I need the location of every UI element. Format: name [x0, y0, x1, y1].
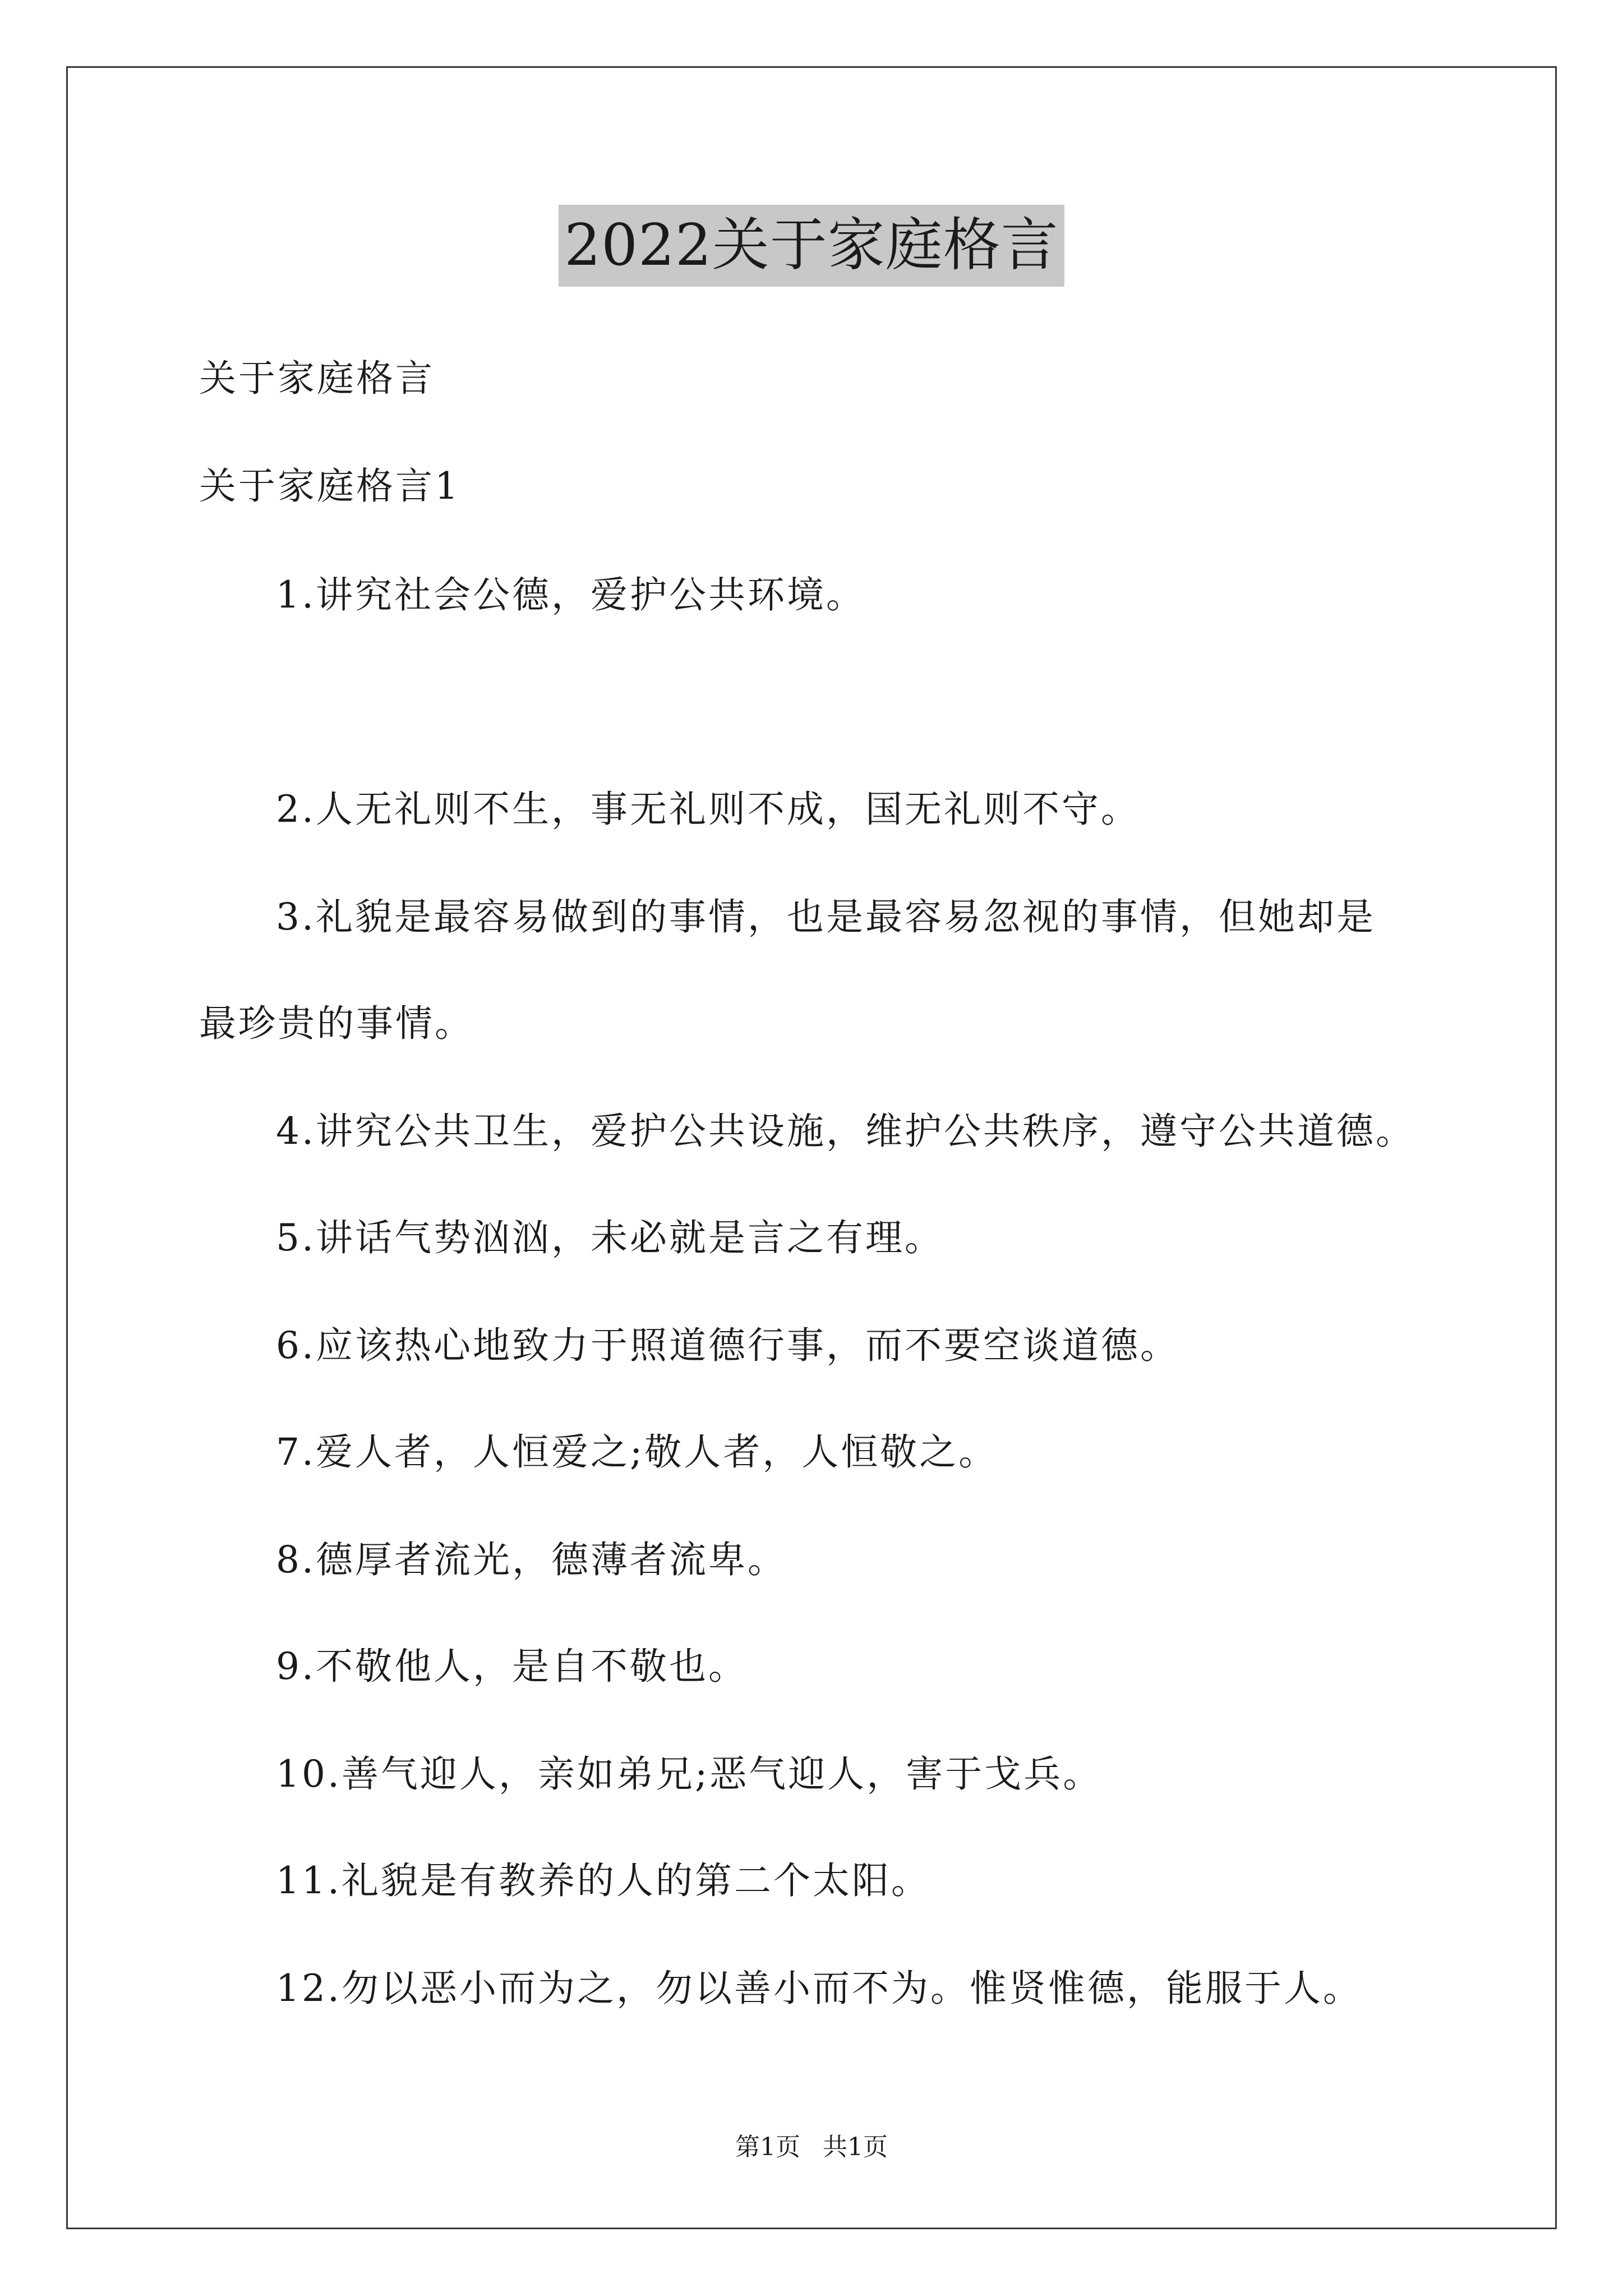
subtitle: 关于家庭格言: [199, 357, 435, 400]
list-item: 4.讲究公共卫生，爱护公共设施，维护公共秩序，遵守公共道德。: [276, 1110, 1415, 1153]
list-item: 6.应该热心地致力于照道德行事，而不要空谈道德。: [276, 1324, 1179, 1367]
list-item: 1.讲究社会公德，爱护公共环境。: [276, 573, 865, 616]
list-item: 9.不敬他人，是自不敬也。: [276, 1645, 748, 1688]
list-item: 5.讲话气势汹汹，未必就是言之有理。: [276, 1216, 944, 1259]
title-container: [0, 205, 1623, 287]
list-item: 7.爱人者，人恒爱之;敬人者，人恒敬之。: [276, 1430, 998, 1474]
section-heading: 关于家庭格言1: [199, 464, 460, 508]
list-item-continuation: 最珍贵的事情。: [199, 1002, 474, 1045]
page-number-current: 第1页: [735, 2133, 800, 2161]
list-item: 10.善气迎人，亲如弟兄;恶气迎人，害于戈兵。: [276, 1752, 1103, 1796]
list-item: 11.礼貌是有教养的人的第二个太阳。: [276, 1859, 930, 1902]
list-item: 3.礼貌是最容易做到的事情，也是最容易忽视的事情，但她却是: [276, 895, 1376, 938]
list-item: 12.勿以恶小而为之，勿以善小而不为。惟贤惟德，能服于人。: [276, 1967, 1362, 2010]
list-item: 8.德厚者流光，德薄者流卑。: [276, 1538, 787, 1581]
page-footer: [0, 2131, 1623, 2164]
document-title: 2022关于家庭格言: [559, 205, 1064, 287]
page-number-total: 共1页: [823, 2133, 888, 2161]
list-item: 2.人无礼则不生，事无礼则不成，国无礼则不守。: [276, 788, 1140, 831]
